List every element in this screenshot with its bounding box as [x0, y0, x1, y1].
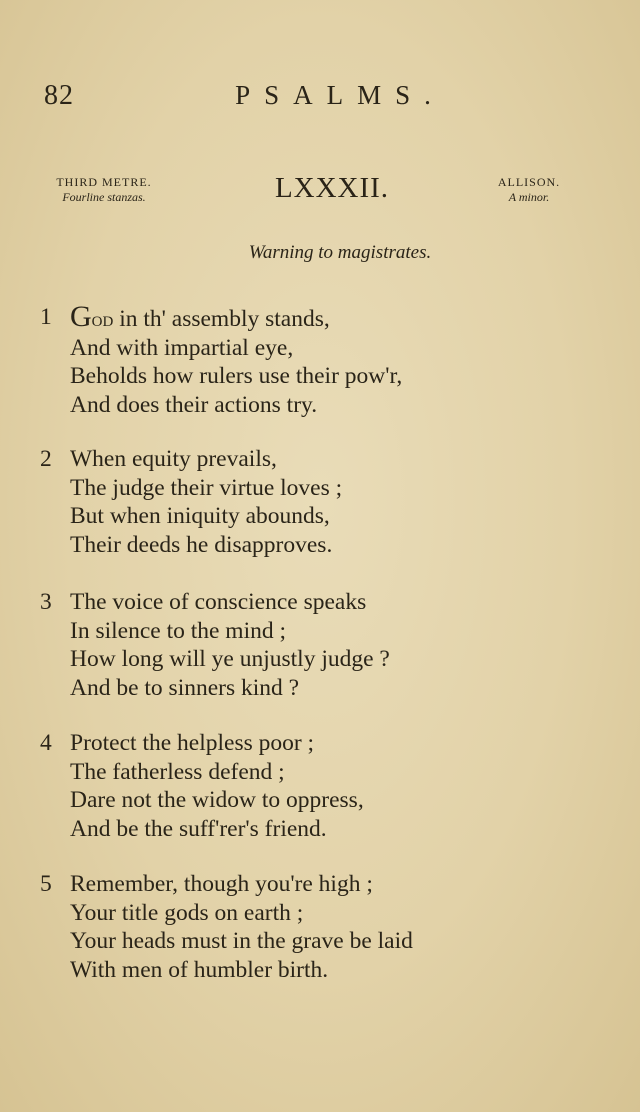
stanza-line [40, 300, 560, 334]
drop-capital: G [70, 300, 92, 333]
stanza-line: The fatherless defend ; [70, 758, 285, 785]
small-caps-word: od [91, 306, 114, 331]
stanza-line: And be the suff'rer's friend. [70, 815, 327, 842]
stanza-number: 5 [40, 871, 52, 897]
stanza-line: And with impartial eye, [70, 334, 294, 361]
stanza-form: Fourline stanzas. [62, 190, 146, 204]
stanza-line: Their deeds he disapproves. [70, 531, 333, 558]
stanza-5 [40, 870, 560, 984]
psalm-number: LXXXII. [274, 172, 390, 204]
stanza-line: Your title gods on earth ; [70, 899, 304, 926]
stanza-1 [40, 300, 560, 419]
stanza-3 [40, 588, 560, 702]
stanza-number: 1 [40, 304, 52, 330]
stanza-number: 3 [40, 589, 52, 615]
stanza-line: When equity prevails, [70, 446, 277, 472]
line-text: in th' assembly stands, [113, 306, 330, 332]
tune-name: ALLISON. [497, 175, 561, 189]
metre-label: THIRD METRE. [56, 175, 152, 189]
stanza-line: Beholds how rulers use their pow'r, [70, 363, 403, 389]
stanza-line: The judge their virtue loves ; [70, 474, 343, 501]
stanza-line: Protect the helpless poor ; [70, 730, 315, 756]
page-number: 82 [44, 80, 74, 111]
tune-info [484, 175, 574, 205]
stanza-line: In silence to the mind ; [70, 617, 287, 644]
stanza-4 [40, 729, 560, 843]
stanza-number: 2 [40, 446, 52, 472]
stanza-line: And be to sinners kind ? [70, 674, 300, 701]
psalm-subtitle: Warning to magistrates. [248, 242, 432, 263]
stanza-line: Dare not the widow to oppress, [70, 787, 364, 813]
stanza-line: Your heads must in the grave be laid [70, 928, 413, 954]
stanza-line: How long will ye unjustly judge ? [70, 646, 390, 672]
stanza-line: Remember, though you're high ; [70, 871, 373, 897]
stanza-line: And does their actions try. [70, 391, 318, 418]
running-title: PSALMS. [235, 80, 445, 110]
stanza-number: 4 [40, 730, 52, 756]
stanza-line: But when iniquity abounds, [70, 503, 330, 529]
stanza-2 [40, 445, 560, 559]
tune-key: A minor. [508, 190, 550, 204]
stanza-line: The voice of conscience speaks [70, 589, 367, 615]
stanza-line: With men of humbler birth. [70, 956, 329, 983]
